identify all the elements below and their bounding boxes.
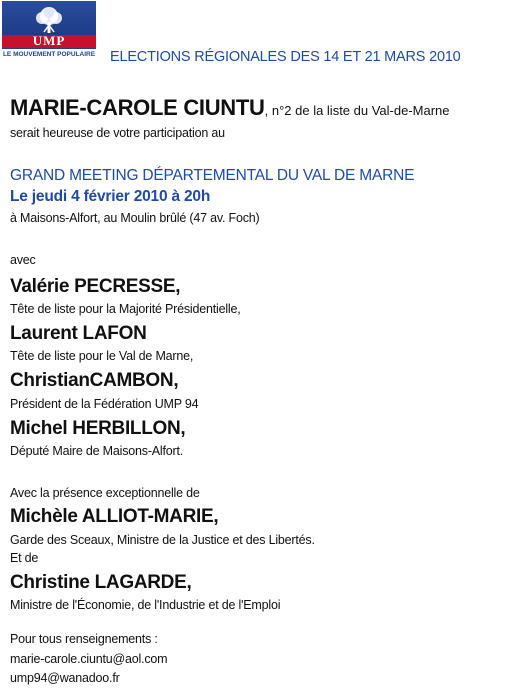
event-title: GRAND MEETING DÉPARTEMENTAL DU VAL DE MARNE [10, 167, 415, 184]
speaker-role: Président de la Fédération UMP 94 [10, 397, 199, 411]
speaker-name: Valérie PECRESSE, [10, 276, 181, 297]
contact-label: Pour tous renseignements : [10, 632, 158, 646]
guest-role: Ministre de l'Économie, de l'Industrie et de l'Emploi [10, 598, 281, 612]
host-suffix: , n°2 de la liste du Val-de-Marne [264, 103, 450, 118]
with-label: avec [10, 253, 36, 267]
tree-icon [33, 5, 65, 35]
event-date: Le jeudi 4 février 2010 à 20h [10, 188, 211, 205]
and-label: Et de [10, 551, 39, 565]
speaker-role: Tête de liste pour le Val de Marne, [10, 349, 194, 363]
logo-tagline: LE MOUVEMENT POPULAIRE [2, 49, 96, 61]
host-line [10, 95, 450, 121]
elections-header: ELECTIONS RÉGIONALES DES 14 ET 21 MARS 2010 [110, 49, 461, 65]
speaker-name: Laurent LAFON [10, 323, 147, 344]
speaker-name: ChristianCAMBON, [10, 370, 179, 391]
speaker-name: Michel HERBILLON, [10, 418, 186, 439]
logo-brand: UMP [32, 33, 66, 48]
guest-name: Christine LAGARDE, [10, 572, 192, 593]
speaker-role: Tête de liste pour la Majorité Présidentielle, [10, 302, 241, 316]
host-invitation: serait heureuse de votre participation au [10, 126, 225, 140]
contact-email-primary[interactable]: marie-carole.ciuntu@aol.com [10, 652, 168, 666]
special-label: Avec la présence exceptionnelle de [10, 486, 200, 500]
host-name: MARIE-CAROLE CIUNTU [10, 95, 265, 120]
speaker-role: Député Maire de Maisons-Alfort. [10, 444, 184, 458]
ump-logo [2, 1, 96, 61]
event-location: à Maisons-Alfort, au Moulin brûlé (47 av. Foch) [10, 211, 260, 225]
guest-role: Garde des Sceaux, Ministre de la Justice et des Libertés. [10, 533, 315, 547]
guest-name: Michèle ALLIOT-MARIE, [10, 506, 219, 527]
contact-email-secondary[interactable]: ump94@wanadoo.fr [10, 671, 120, 685]
